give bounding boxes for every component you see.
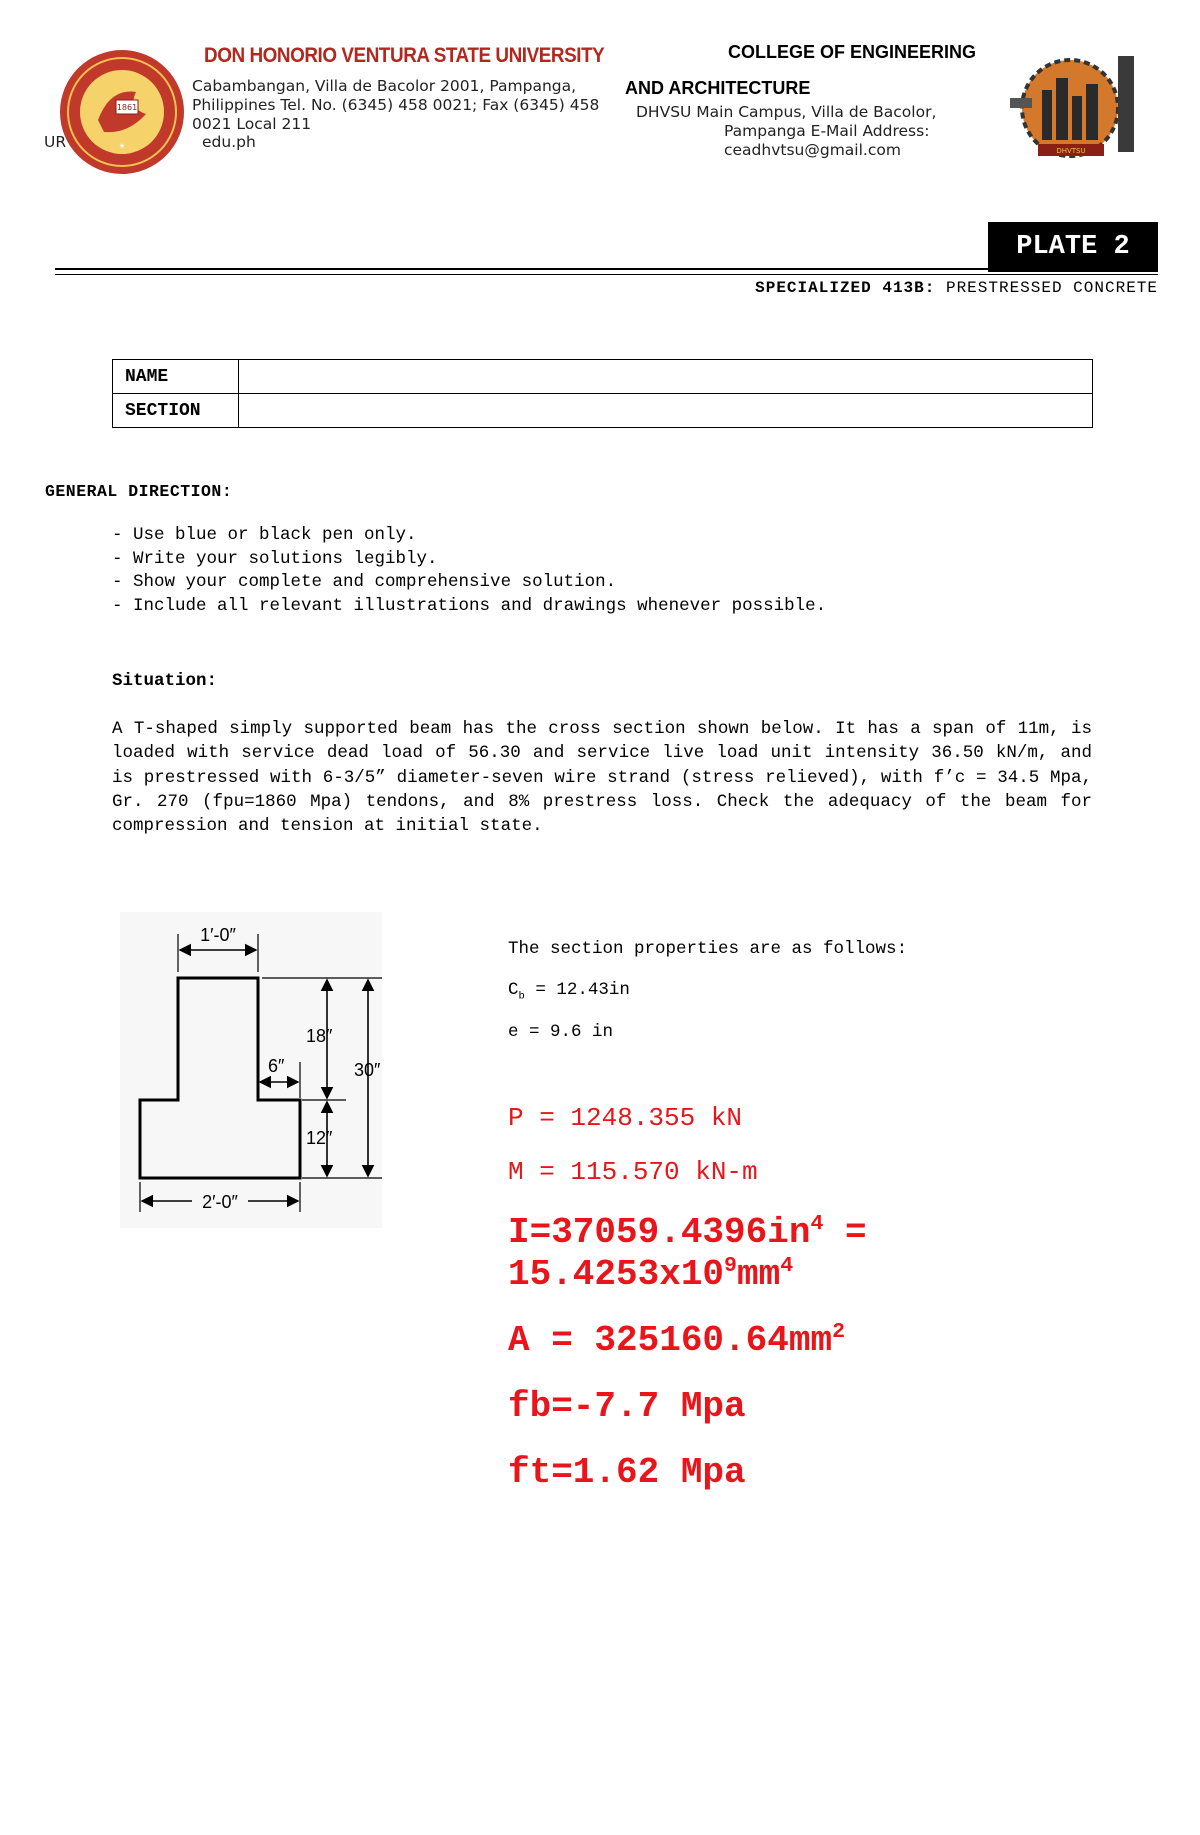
university-url-end: edu.ph <box>202 133 256 151</box>
list-item: - Include all relevant illustrations and drawings whenever possible. <box>112 595 827 616</box>
answer-ft: ft=1.62 Mpa <box>508 1452 746 1493</box>
svg-text:★: ★ <box>118 142 126 150</box>
plate-label: PLATE 2 <box>988 222 1158 272</box>
a-value: A = 325160.64mm <box>508 1320 833 1361</box>
general-direction-title: GENERAL DIRECTION: <box>45 482 233 501</box>
i-unit-mm: mm <box>737 1254 781 1295</box>
answer-fb: fb=-7.7 Mpa <box>508 1386 746 1427</box>
dim-bottom-label: 2′-0″ <box>202 1192 238 1212</box>
university-url-start: UR <box>44 133 67 151</box>
cb-symbol: C <box>508 980 519 1000</box>
section-properties-title: The section properties are as follows: <box>508 939 908 959</box>
dim-30-label: 30″ <box>354 1060 381 1080</box>
t-section-outline <box>140 978 300 1178</box>
answer-m: M = 115.570 kN-m <box>508 1157 758 1187</box>
i-value-mm: 15.4253x10 <box>508 1254 725 1295</box>
college-logo <box>1008 50 1146 162</box>
subject-name: PRESTRESSED CONCRETE <box>935 279 1158 297</box>
situation-text: A T-shaped simply supported beam has the cross section shown below. It has a span of 11m, is loaded with service dead load of 56.30 and service live load unit intensity 36.50 kN/m, and is prestressed with 6-3/5” diameter-seven wire strand (stress relieved), with f’c = 34.5 Mpa, Gr. 270 (fpu=1860 Mpa) tendons, and 8% prestress loss. Check the adequacy of the beam for compression and tension at initial state. <box>112 719 1092 837</box>
college-email: ceadhvtsu@gmail.com <box>724 141 901 159</box>
answer-p: P = 1248.355 kN <box>508 1103 743 1133</box>
college-address-line2: Pampanga E-Mail Address: <box>724 122 930 140</box>
directions-list <box>112 524 826 618</box>
cb-subscript: b <box>518 990 525 1003</box>
table-row <box>113 394 1093 428</box>
answer-i-line2 <box>508 1254 793 1295</box>
college-name-line2: AND ARCHITECTURE <box>625 78 811 98</box>
i-value-in: I=37059.4396in <box>508 1212 811 1253</box>
beam-cross-section-diagram <box>120 912 382 1228</box>
name-section-table <box>112 359 1093 428</box>
section-field[interactable] <box>239 394 1093 428</box>
university-seal <box>58 48 186 176</box>
property-cb <box>508 980 630 1003</box>
answer-a <box>508 1320 845 1361</box>
header-divider-thin <box>55 274 1158 275</box>
dim-12-label: 12″ <box>306 1128 333 1148</box>
header-divider <box>55 268 1158 270</box>
college-logo-text: DHVTSU <box>1056 147 1086 155</box>
i-exp-in: 4 <box>810 1212 824 1236</box>
dim-top-label: 1′-0″ <box>200 925 236 945</box>
list-item: - Write your solutions legibly. <box>112 548 438 569</box>
university-name: DON HONORIO VENTURA STATE UNIVERSITY <box>204 44 605 67</box>
answer-i-line1 <box>508 1212 867 1253</box>
section-label: SECTION <box>113 394 239 428</box>
list-item: - Show your complete and comprehensive solution. <box>112 572 617 592</box>
situation-title: Situation: <box>112 671 218 691</box>
subject-code: SPECIALIZED 413B: <box>755 279 936 297</box>
university-address: Cabambangan, Villa de Bacolor 2001, Pampanga, Philippines Tel. No. (6345) 458 0021; Fax (6345) 458 0021 Local 211 <box>192 77 600 133</box>
table-row <box>113 360 1093 394</box>
college-name-line1: COLLEGE OF ENGINEERING <box>728 42 977 62</box>
i-exp-power: 9 <box>724 1254 738 1278</box>
college-address-line1: DHVSU Main Campus, Villa de Bacolor, <box>636 103 937 121</box>
subject-line <box>755 279 1158 297</box>
name-field[interactable] <box>239 360 1093 394</box>
name-label: NAME <box>113 360 239 394</box>
list-item: - Use blue or black pen only. <box>112 525 417 545</box>
dim-18-label: 18″ <box>306 1026 333 1046</box>
dim-6-label: 6″ <box>268 1056 285 1076</box>
a-exp: 2 <box>832 1320 846 1344</box>
property-e: e = 9.6 in <box>508 1022 614 1042</box>
cb-value: = 12.43in <box>524 980 630 1000</box>
i-exp-mm: 4 <box>780 1254 794 1278</box>
college-address <box>636 103 966 160</box>
i-equals: = <box>823 1212 867 1253</box>
seal-year: 1861 <box>116 103 138 112</box>
